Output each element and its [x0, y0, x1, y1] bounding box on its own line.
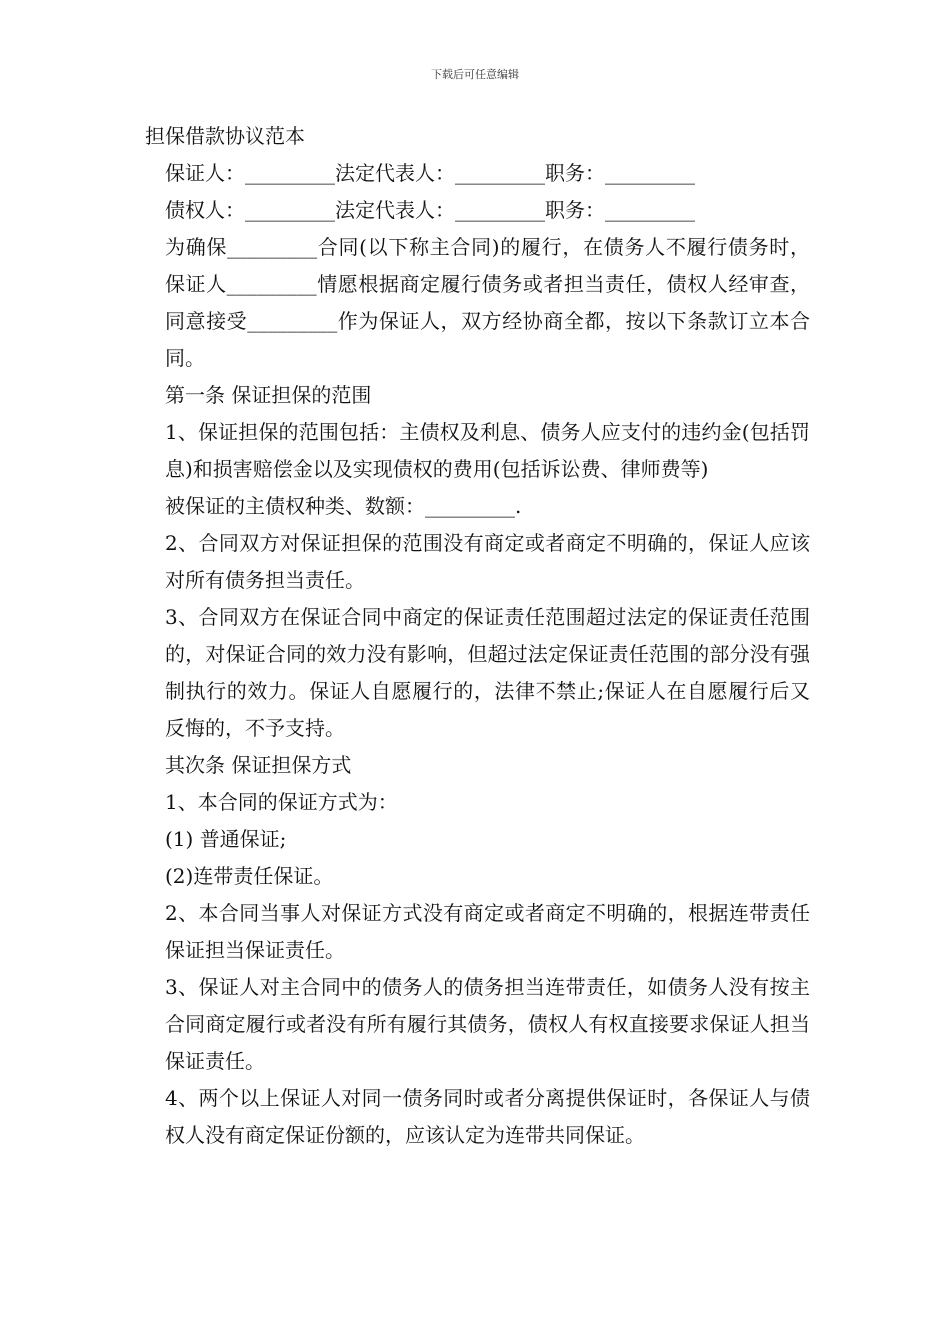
document-title: 担保借款协议范本 [145, 124, 305, 148]
article2-option2: (2)连带责任保证。 [165, 864, 334, 888]
intro-paragraph: 为确保_________合同(以下称主合同)的履行，在债务人不履行债务时，保证人_________情愿根据商定履行债务或者担当责任，债权人经审查，同意接受_________作为保证人，双方经协商全都，按以下条款订立本合同。 [165, 235, 810, 370]
article2-clause2: 2、本合同当事人对保证方式没有商定或者商定不明确的，根据连带责任保证担当保证责任。 [165, 901, 810, 962]
header-note: 下载后可任意编辑 [431, 68, 519, 81]
guarantor-line: 保证人：_________法定代表人：_________职务：_________ [165, 161, 695, 185]
article1-clause3: 3、合同双方在保证合同中商定的保证责任范围超过法定的保证责任范围的，对保证合同的效力没有影响，但超过法定保证责任范围的部分没有强制执行的效力。保证人自愿履行的，法律不禁止;保证人在自愿履行后又反悔的，不予支持。 [165, 605, 810, 740]
article2-option1: (1) 普通保证; [165, 827, 287, 851]
creditor-line: 债权人：_________法定代表人：_________职务：_________ [165, 198, 695, 222]
article2-heading: 其次条 保证担保方式 [165, 753, 352, 777]
article1-clause1: 1、保证担保的范围包括：主债权及利息、债务人应支付的违约金(包括罚息)和损害赔偿金以及实现债权的费用(包括诉讼费、律师费等) [165, 420, 810, 481]
article2-clause3: 3、保证人对主合同中的债务人的债务担当连带责任，如债务人没有按主合同商定履行或者没有所有履行其债务，债权人有权直接要求保证人担当保证责任。 [165, 975, 810, 1073]
article1-heading: 第一条 保证担保的范围 [165, 383, 372, 407]
document-body [145, 118, 810, 1154]
article1-clause2: 2、合同双方对保证担保的范围没有商定或者商定不明确的，保证人应该对所有债务担当责任。 [165, 531, 810, 592]
article2-clause1: 1、本合同的保证方式为： [165, 790, 398, 814]
article1-principal-line: 被保证的主债权种类、数额：_________. [165, 494, 522, 518]
article2-clause4: 4、两个以上保证人对同一债务同时或者分离提供保证时，各保证人与债权人没有商定保证份额的，应该认定为连带共同保证。 [165, 1086, 810, 1147]
